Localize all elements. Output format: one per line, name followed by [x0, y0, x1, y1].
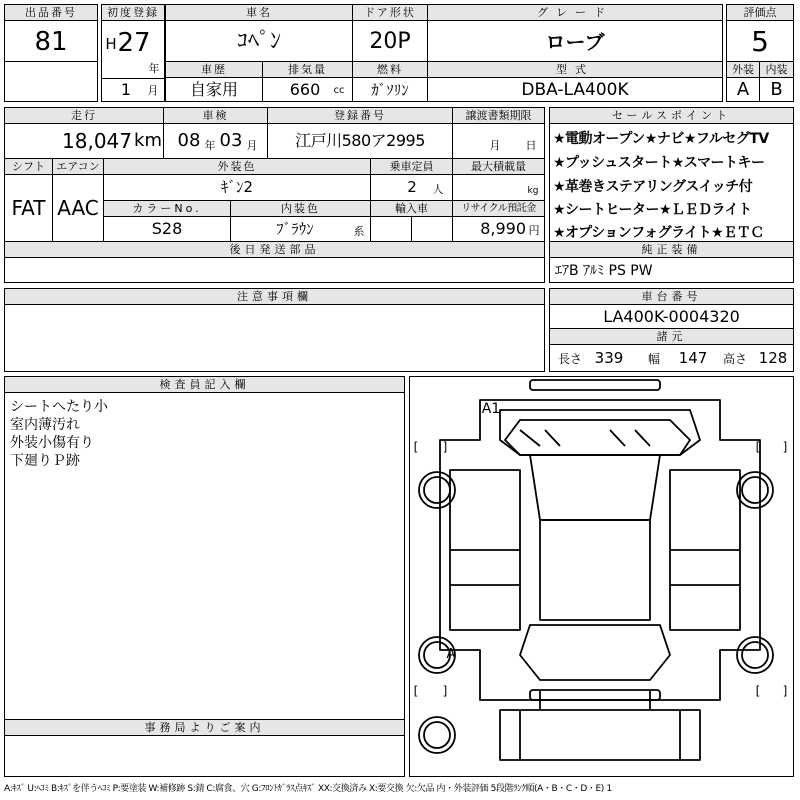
color-no-value: S28	[151, 219, 183, 238]
import-label: 輸入車	[370, 200, 453, 217]
ext-label: 外装	[726, 61, 760, 78]
chassis-value: LA400K-0004320	[603, 307, 740, 326]
bracket-left: [	[755, 440, 761, 454]
plate-value: 江戸川580ア2995	[295, 131, 425, 150]
recycle-unit: 円	[528, 223, 540, 237]
ac-label: エアコン	[52, 158, 104, 175]
interior-color-suffix: 系	[353, 224, 365, 238]
fuel-value: ｶﾞｿﾘﾝ	[371, 80, 409, 99]
displacement-label: 排気量	[262, 61, 353, 78]
era-value: H	[105, 34, 117, 53]
insp-month: 03	[219, 130, 243, 151]
office-label: 事務局よりご案内	[4, 719, 405, 736]
load-unit: kg	[527, 185, 539, 196]
model-value: DBA-LA400K	[521, 79, 629, 100]
caution-label: 注意事項欄	[4, 288, 545, 305]
mileage-value: 18,047	[62, 129, 132, 153]
interior-color-value: ﾌﾞﾗｳﾝ	[276, 219, 314, 238]
int-value: B	[770, 79, 783, 100]
capacity-unit: 人	[432, 182, 444, 196]
color-value: ｷﾞﾝ2	[220, 178, 254, 196]
transfer-month-unit: 月	[489, 138, 501, 152]
model-label: 型式	[427, 61, 723, 78]
first-reg-label: 初度登録	[101, 4, 165, 21]
length-label: 長さ	[557, 352, 582, 366]
grade-label: グレード	[427, 4, 723, 21]
sales-label: セールスポイント	[549, 107, 794, 124]
interior-color-label: 内装色	[230, 200, 371, 217]
lot-label: 出品番号	[4, 4, 98, 21]
sales-line: ★電動オープン★ナビ★フルセグTV	[553, 131, 769, 147]
door-value: 20P	[369, 29, 411, 54]
transfer-day-unit: 日	[525, 138, 537, 152]
color-no-label: カラーNo.	[103, 200, 231, 217]
recycle-value: 8,990	[480, 219, 526, 238]
inspector-note: 室内薄汚れ	[10, 417, 80, 433]
month-value: 1	[120, 80, 132, 99]
car-diagram-frame	[409, 376, 794, 777]
dims-label: 諸元	[549, 328, 794, 345]
height-label: 高さ	[722, 352, 747, 366]
inspector-label: 検査員記入欄	[4, 376, 405, 393]
sales-line: ★プッシュスタート★スマートキー	[553, 155, 765, 171]
year-value: 27	[117, 28, 151, 58]
equipment-label: 純正装備	[549, 241, 794, 258]
height-value: 128	[758, 348, 788, 367]
inspector-note: 外装小傷有り	[10, 435, 94, 451]
name-label: 車名	[165, 4, 353, 21]
bracket-left: [	[413, 440, 419, 454]
bracket-left: [	[413, 684, 419, 698]
score-label: 評価点	[726, 4, 794, 21]
plate-label: 登録番号	[267, 107, 453, 124]
later-parts-label: 後日発送部品	[4, 241, 545, 258]
ac-value: AAC	[57, 196, 99, 220]
grade-value: ローブ	[545, 30, 605, 54]
lot-divider	[4, 61, 98, 102]
inspector-note: 下廻りＰ跡	[10, 453, 80, 469]
color-label: 外装色	[103, 158, 371, 175]
bracket-right: ]	[782, 440, 788, 454]
insp-month-unit: 月	[246, 138, 258, 152]
import-box-1	[370, 216, 412, 242]
shift-label: シフト	[4, 158, 53, 175]
history-label: 車歴	[165, 61, 263, 78]
month-unit: 月	[147, 83, 159, 97]
capacity-label: 乗車定員	[370, 158, 453, 175]
load-label: 最大積載量	[452, 158, 545, 175]
lot-value: 81	[34, 27, 68, 57]
year-unit: 年	[148, 61, 160, 75]
shift-value: FAT	[11, 196, 46, 220]
chassis-label: 車台番号	[549, 288, 794, 305]
insp-year-unit: 年	[204, 138, 216, 152]
fuel-label: 燃料	[352, 61, 428, 78]
mark-a1: A1	[481, 401, 501, 417]
bracket-right: ]	[782, 684, 788, 698]
displacement-value: 660	[289, 80, 321, 99]
sales-line: ★オプションフォグライト★ＥＴＣ	[553, 225, 764, 241]
sales-line: ★シートヒーター★ＬＥＤライト	[553, 202, 752, 218]
inspection-label: 車検	[163, 107, 268, 124]
inspector-note: シートへたり小	[10, 399, 108, 415]
mark-a: A	[446, 646, 456, 662]
import-box-2	[411, 216, 453, 242]
equipment-value: ｴｱB ｱﾙﾐ PS PW	[555, 262, 653, 279]
displacement-unit: cc	[333, 85, 345, 96]
score-value: 5	[751, 25, 769, 58]
int-label: 内装	[759, 61, 794, 78]
width-value: 147	[678, 348, 708, 367]
transfer-label: 譲渡書類期限	[452, 107, 545, 124]
door-label: ドア形状	[352, 4, 428, 21]
mileage-unit: km	[134, 130, 162, 151]
bracket-right: ]	[442, 440, 448, 454]
width-label: 幅	[647, 352, 660, 366]
insp-year: 08	[177, 130, 201, 151]
recycle-label: リサイクル預託金	[452, 200, 545, 217]
mileage-label: 走行	[4, 107, 164, 124]
capacity-value: 2	[407, 178, 417, 196]
footer-legend: A:ｷｽﾞ U:ﾍｺﾐ B:ｷｽﾞを伴うﾍｺﾐ P:要塗装 W:補修跡 S:錆 C:腐食、穴 G:ﾌﾛﾝﾄｶﾞﾗｽ点ｷｽﾞ XX:交換済み X:要交換 欠:欠品 内・外装評価 5段階ﾗﾝｸ順(A・B・C・D・E) 1	[4, 784, 612, 794]
ext-value: A	[736, 79, 750, 100]
length-value: 339	[594, 348, 624, 367]
sales-line: ★革巻きステアリングスイッチ付	[553, 179, 753, 195]
history-value: 自家用	[189, 80, 238, 99]
name-value: ｺﾍﾟﾝ	[236, 29, 281, 54]
bracket-left: [	[755, 684, 761, 698]
bracket-right: ]	[442, 684, 448, 698]
